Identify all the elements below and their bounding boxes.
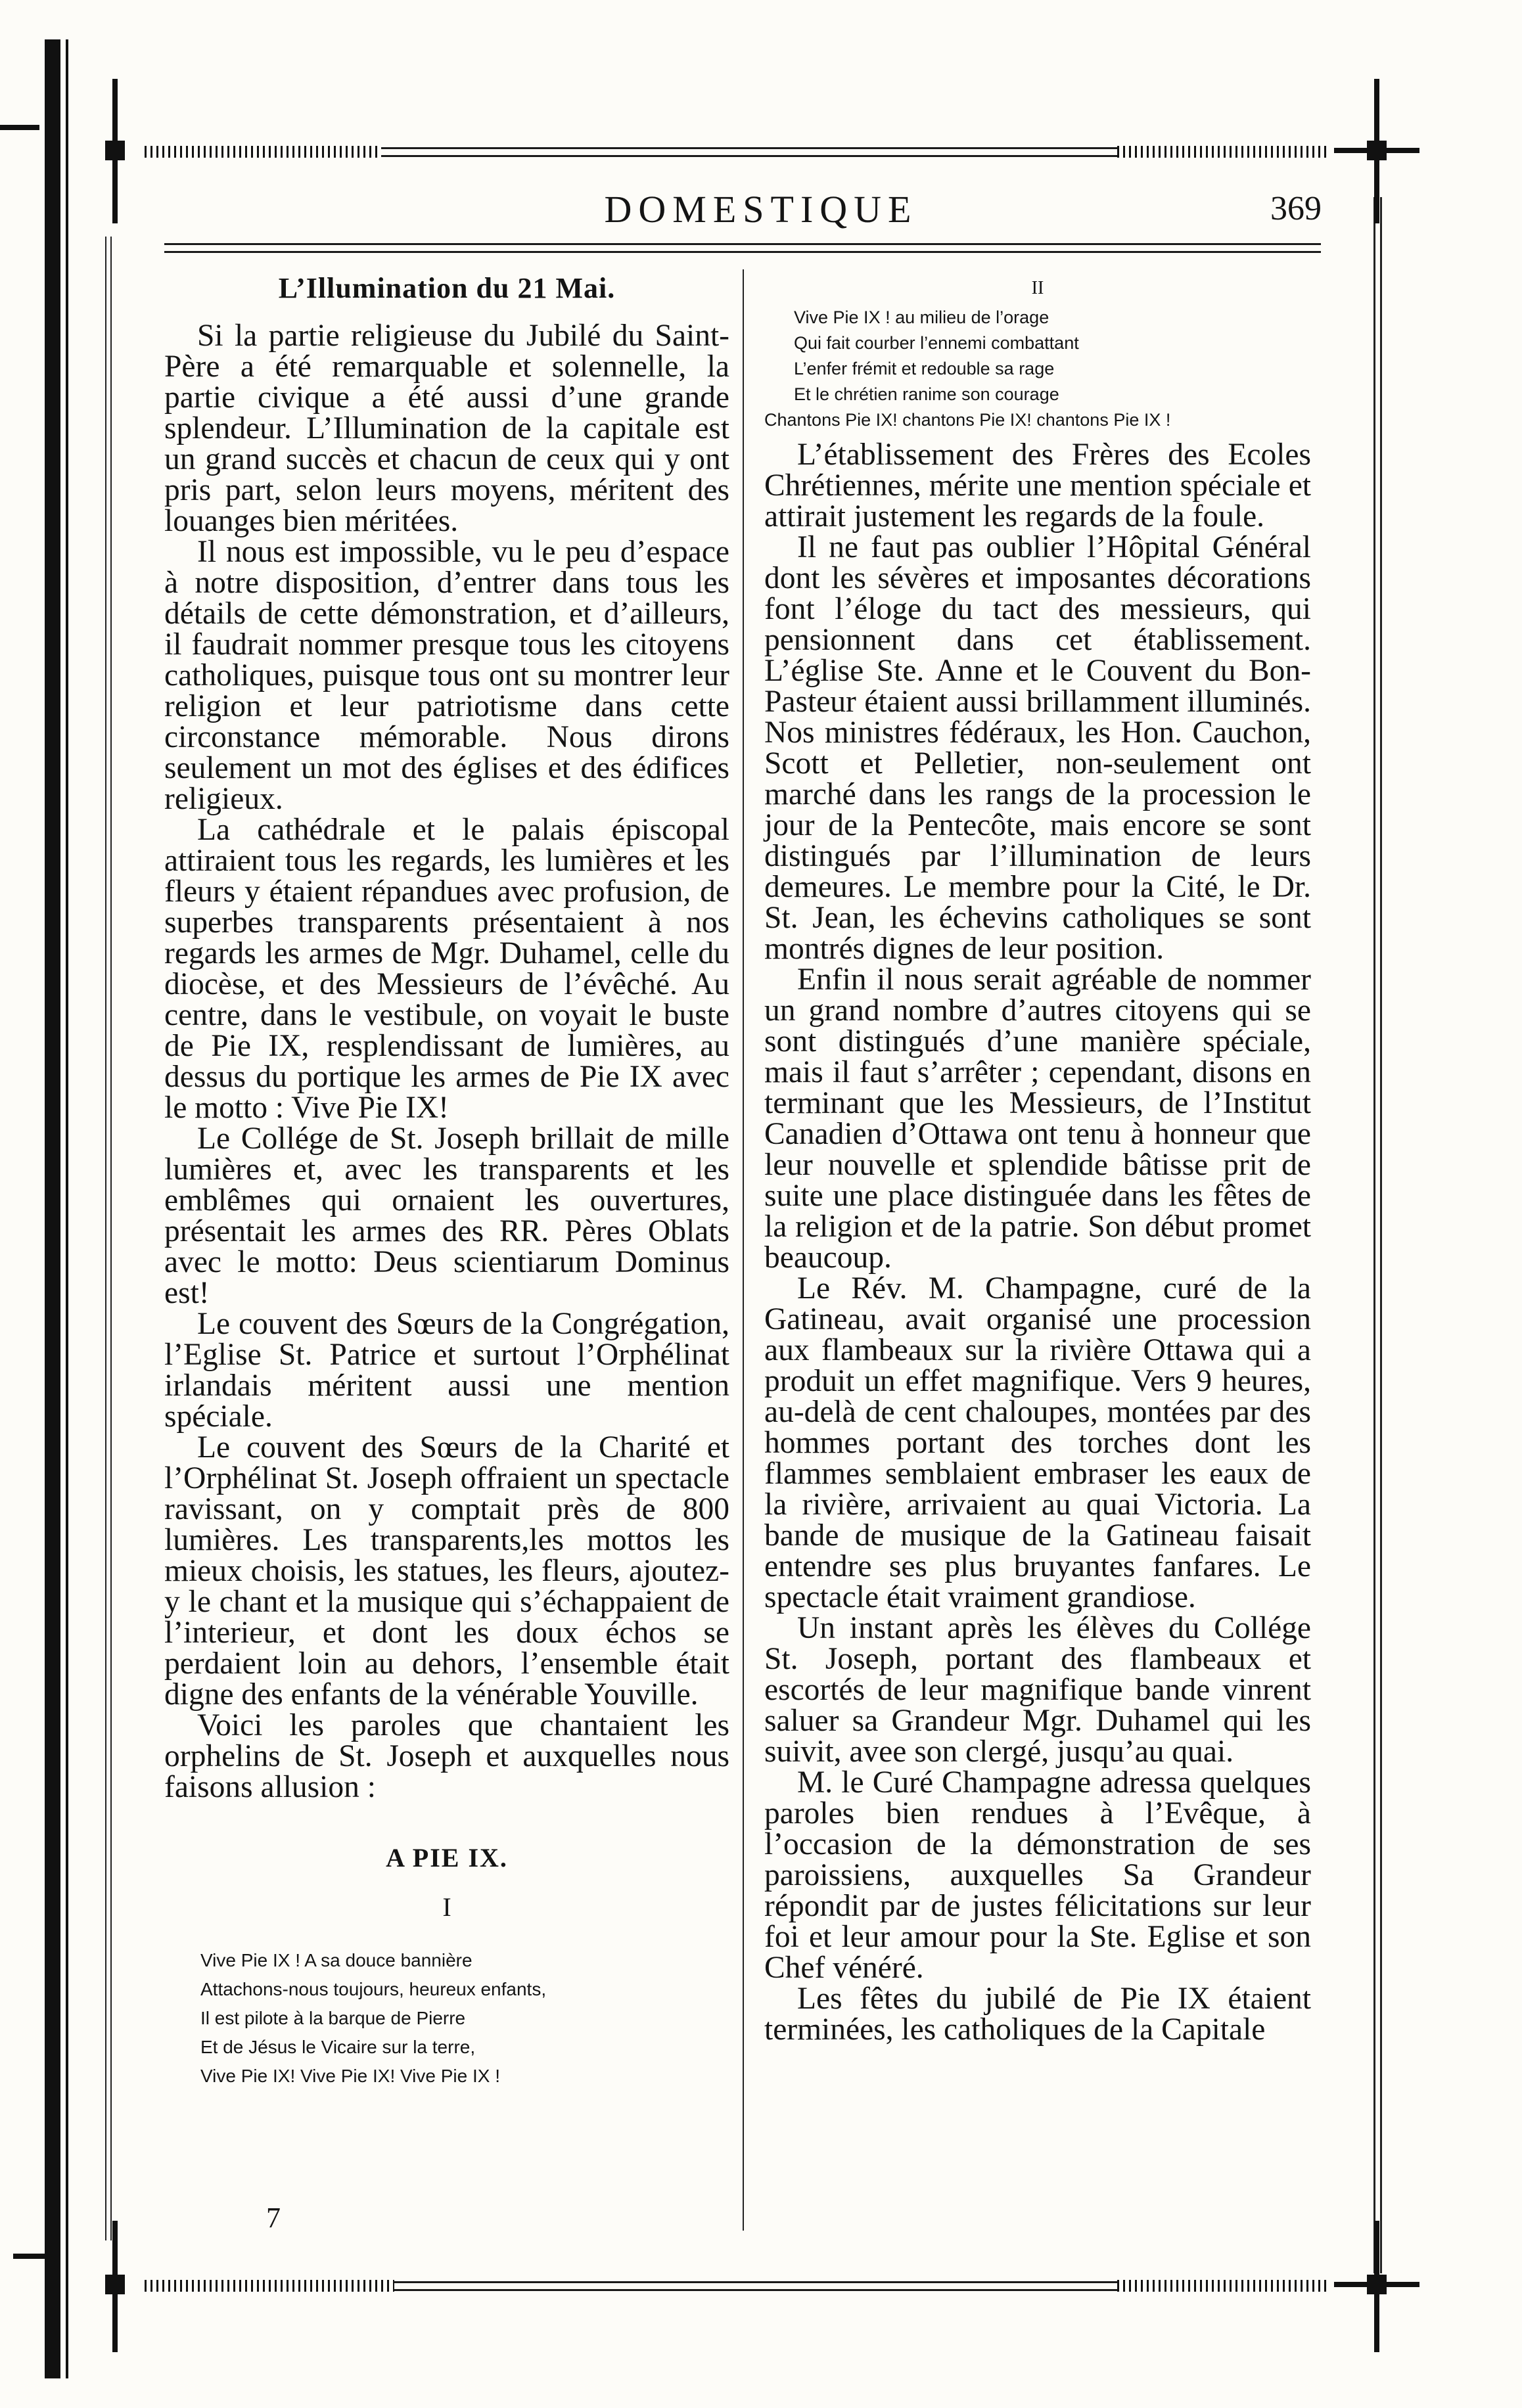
right-column <box>764 273 1311 2045</box>
bottom-ornament-rule <box>394 2281 1117 2283</box>
verse-line: Qui fait courber l’ennemi combattant <box>794 333 1079 353</box>
signature-mark: 7 <box>266 2202 281 2234</box>
article-heading: L’Illumination du 21 Mai. <box>278 272 616 304</box>
poem-title: A PIE IX. <box>386 1843 508 1873</box>
paragraph: Si la partie religieuse du Jubilé du Saint-Père a été remarquable et solennelle, la partie civique a été aussi d’une grande splendeur. L’Illumination de la capitale est un grand succès et chacun de ceux qui y ont pris part, selon leurs moyens, méritent des louanges bien méritées. <box>164 319 729 538</box>
running-header-title: DOMESTIQUE <box>604 188 918 231</box>
paragraph: Il nous est impossible, vu le peu d’espace à notre disposition, d’entrer dans tous les détails de cette démonstration, et d’ailleurs, il faudrait nommer presque tous les citoyens catholiques, puisque tous ont su montrer leur religion et leur patriotisme dans cette circonstance mémorable. Nous dirons seulement un mot des églises et des édifices religieux. <box>164 535 729 816</box>
paragraph: La cathédrale et le palais épiscopal attiraient tous les regards, les lumières et les fleurs y étaient répandues avec profusion, de superbes transparents présentaient à nos regards les armes de Mgr. Duhamel, celle du diocèse, et des Messieurs de l’évêché. Au centre, dans le vestibule, on voyait le buste de Pie IX, resplendissant de lumières, au dessus du portique les armes de Pie IX avec le motto : Vive Pie IX! <box>164 813 729 1125</box>
corner-ornament-top-left-arm <box>0 125 39 130</box>
verse-line: Il est pilote à la barque de Pierre <box>200 2008 466 2028</box>
corner-ornament-top-right-arm <box>1334 148 1419 153</box>
bottom-ornament-hatch-right <box>1117 2280 1327 2292</box>
frame-left-line <box>66 39 68 2378</box>
top-ornament-rule-2 <box>381 155 1117 157</box>
verse-line: Attachons-nous toujours, heureux enfants, <box>200 1979 547 1999</box>
header-rule <box>164 243 1321 245</box>
paragraph: Le couvent des Sœurs de la Congrégation, l’Eglise St. Patrice et surtout l’Orphélinat irlandais méritent aussi une mention spéciale. <box>164 1307 729 1434</box>
corner-ornament-bottom-right-arm <box>1334 2282 1419 2287</box>
frame-right-line <box>1373 197 1375 2273</box>
paragraph: Enfin il nous serait agréable de nommer un grand nombre d’autres citoyens qui se sont distingués d’une manière spéciale, mais il faut s’arrêter ; cependant, disons en terminant que les Messieurs, de l’Institut Canadien d’Ottawa ont tenu à honneur que leur nouvelle et splendide bâtisse prit de suite une place distinguée dans les fêtes de la religion et de la patrie. Son début promet beaucoup. <box>764 963 1311 1275</box>
column-divider <box>743 269 744 2231</box>
bottom-ornament-hatch-left <box>145 2280 394 2292</box>
frame-left-inner-line <box>105 237 106 2240</box>
verse-line: Et de Jésus le Vicaire sur la terre, <box>200 2037 476 2057</box>
verse-line: Vive Pie IX ! au milieu de l’orage <box>794 307 1049 327</box>
top-ornament-hatch-left <box>145 146 381 158</box>
header-rule-2 <box>164 251 1321 253</box>
left-column <box>164 273 729 2091</box>
top-ornament-rule <box>381 147 1117 149</box>
paragraph: Un instant après les élèves du Collége St. Joseph, portant des flambeaux et escortés de leur magnifique bande vinrent saluer sa Grandeur Mgr. Duhamel qui les suivit, avee son clergé, jusqu’au quai. <box>764 1611 1311 1769</box>
corner-ornament-bottom-left-arm <box>13 2254 59 2259</box>
verse-line: Vive Pie IX! Vive Pie IX! Vive Pie IX ! <box>200 2066 501 2086</box>
bottom-ornament-rule-2 <box>394 2289 1117 2291</box>
paragraph: Le Rév. M. Champagne, curé de la Gatineau, avait organisé une procession aux flambeaux sur la rivière Ottawa qui a produit un effet magnifique. Vers 9 heures, au-delà de cent chaloupes, montées par des hommes portant des torches dont les flammes semblaient embraser les eaux de la rivière, arrivaient au quai Victoria. La bande de musique de la Gatineau faisait entendre ses plus bruyantes fanfares. Le spectacle était vraiment grandiose. <box>764 1271 1311 1614</box>
paragraph: Le couvent des Sœurs de la Charité et l’Orphélinat St. Joseph offraient un spectacle ravissant, on y comptait près de 800 lumières. Les transparents,les mottos les mieux choisis, les statues, les fleurs, ajoutez-y le chant et la musique qui s’échappaient de l’interieur, et dont les doux échos se perdaient loin au dehors, l’ensemble était digne des enfants de la vénérable Youville. <box>164 1430 729 1712</box>
frame-right-line-2 <box>1380 197 1382 2273</box>
page-number: 369 <box>1270 190 1322 227</box>
verse-line: Vive Pie IX ! A sa douce bannière <box>200 1950 473 1970</box>
verse-line: Et le chrétien ranime son courage <box>794 384 1059 404</box>
paragraph: Il ne faut pas oublier l’Hôpital Général dont les sévères et imposantes décorations font l’éloge du tact des messieurs, qui pensionnent dans cet établissement. L’église Ste. Anne et le Couvent du Bon-Pasteur étaient aussi brillamment illuminés. Nos ministres fédéraux, les Hon. Cauchon, Scott et Pelletier, non-seulement ont marché dans les rangs de la procession le jour de la Pentecôte, mais encore se sont distingués par l’illumination de leurs demeures. Le membre pour la Cité, le Dr. St. Jean, les échevins catholiques se sont montrés dignes de leur position. <box>764 530 1311 966</box>
paragraph: M. le Curé Champagne adressa quelques paroles bien rendues à l’Evêque, à l’occasion de la démonstration de ses paroissiens, auxquelles Sa Grandeur répondit par de justes félicitations sur leur foi et leur amour pour la Ste. Eglise et son Chef vénéré. <box>764 1765 1311 1985</box>
stanza-numeral: II <box>1031 278 1044 298</box>
frame-left-inner-line-2 <box>110 237 112 2240</box>
stanza-numeral: I <box>442 1892 451 1922</box>
verse-line: L’enfer frémit et redouble sa rage <box>794 359 1055 378</box>
corner-ornament-bottom-left-stem <box>112 2221 118 2352</box>
top-ornament-hatch-right <box>1117 146 1327 158</box>
verse-line: Chantons Pie IX! chantons Pie IX! chantons Pie IX ! <box>764 410 1171 430</box>
paragraph: Les fêtes du jubilé de Pie IX étaient terminées, les catholiques de la Capitale <box>764 1982 1311 2047</box>
paragraph: Voici les paroles que chantaient les orphelins de St. Joseph et auxquelles nous faisons allusion : <box>164 1708 729 1804</box>
paragraph: L’établissement des Frères des Ecoles Chrétiennes, mérite une mention spéciale et attirait justement les regards de la foule. <box>764 438 1311 534</box>
paragraph: Le Collége de St. Joseph brillait de mille lumières et, avec les transparents et les emblêmes qui ornaient les ouvertures, présentait les armes des RR. Pères Oblats avec le motto: Deus scientiarum Dominus est! <box>164 1122 729 1310</box>
frame-left-bar <box>45 39 60 2378</box>
